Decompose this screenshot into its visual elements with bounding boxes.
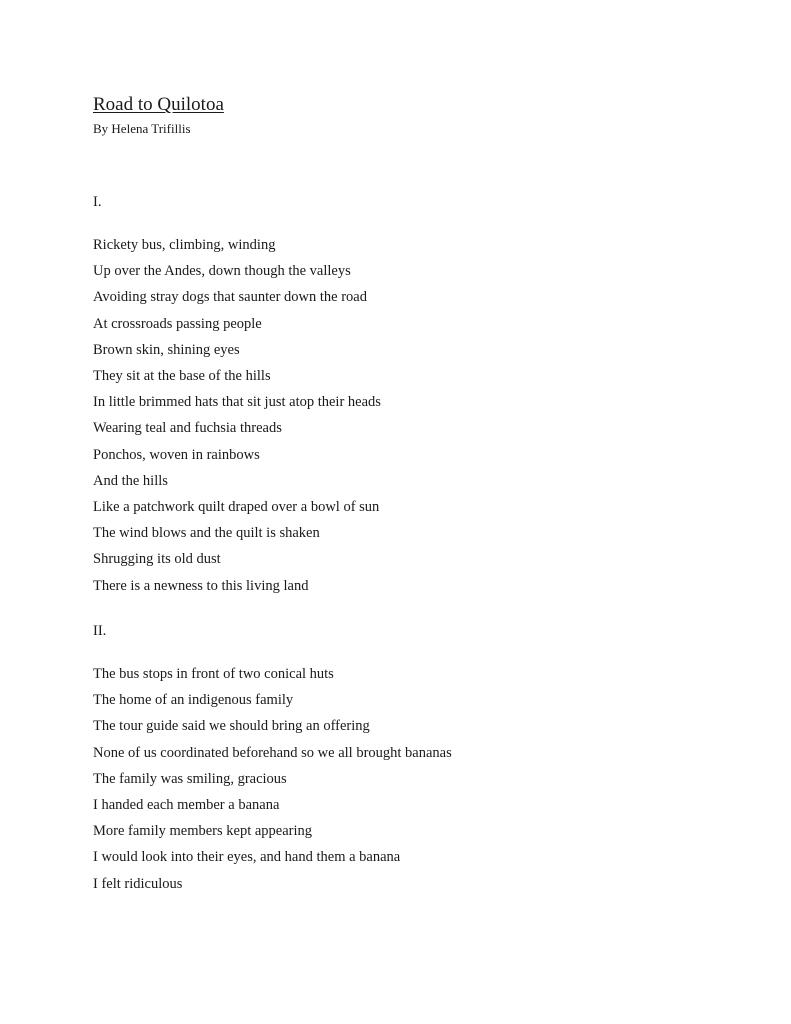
stanza-2	[93, 661, 452, 897]
poem-line: And the hills	[93, 472, 168, 489]
poem-line: Up over the Andes, down though the valleys	[93, 263, 351, 280]
poem-line: Wearing teal and fuchsia threads	[93, 420, 282, 437]
poem-line: There is a newness to this living land	[93, 577, 309, 594]
poem-line: The wind blows and the quilt is shaken	[93, 525, 320, 542]
poem-line: I felt ridiculous	[93, 875, 183, 892]
section-label-1: I.	[93, 194, 102, 210]
poem-line: At crossroads passing people	[93, 315, 262, 332]
section-label-2: II.	[93, 623, 107, 639]
poem-line: I handed each member a banana	[93, 797, 280, 814]
poem-line: The bus stops in front of two conical huts	[93, 666, 334, 682]
poem-byline: By Helena Trifillis	[93, 121, 191, 136]
poem-line: They sit at the base of the hills	[93, 368, 271, 385]
poem-line: None of us coordinated beforehand so we all brought bananas	[93, 744, 452, 761]
poem-line: Ponchos, woven in rainbows	[93, 446, 260, 463]
stanza-1	[93, 232, 381, 599]
poem-line: I would look into their eyes, and hand them a banana	[93, 849, 401, 866]
poem-line: Rickety bus, climbing, winding	[93, 237, 276, 253]
poem-line: Avoiding stray dogs that saunter down the road	[93, 289, 367, 306]
poem-line: In little brimmed hats that sit just atop their heads	[93, 394, 381, 411]
poem-title: Road to Quilotoa	[93, 94, 224, 115]
poem-line: The home of an indigenous family	[93, 692, 294, 709]
poem-line: Shrugging its old dust	[93, 551, 221, 568]
poem-line: The family was smiling, gracious	[93, 770, 287, 787]
poem-line: More family members kept appearing	[93, 823, 313, 840]
poem-line: Like a patchwork quilt draped over a bowl of sun	[93, 499, 380, 516]
poem-line: Brown skin, shining eyes	[93, 341, 240, 358]
poem-line: The tour guide said we should bring an offering	[93, 718, 370, 735]
